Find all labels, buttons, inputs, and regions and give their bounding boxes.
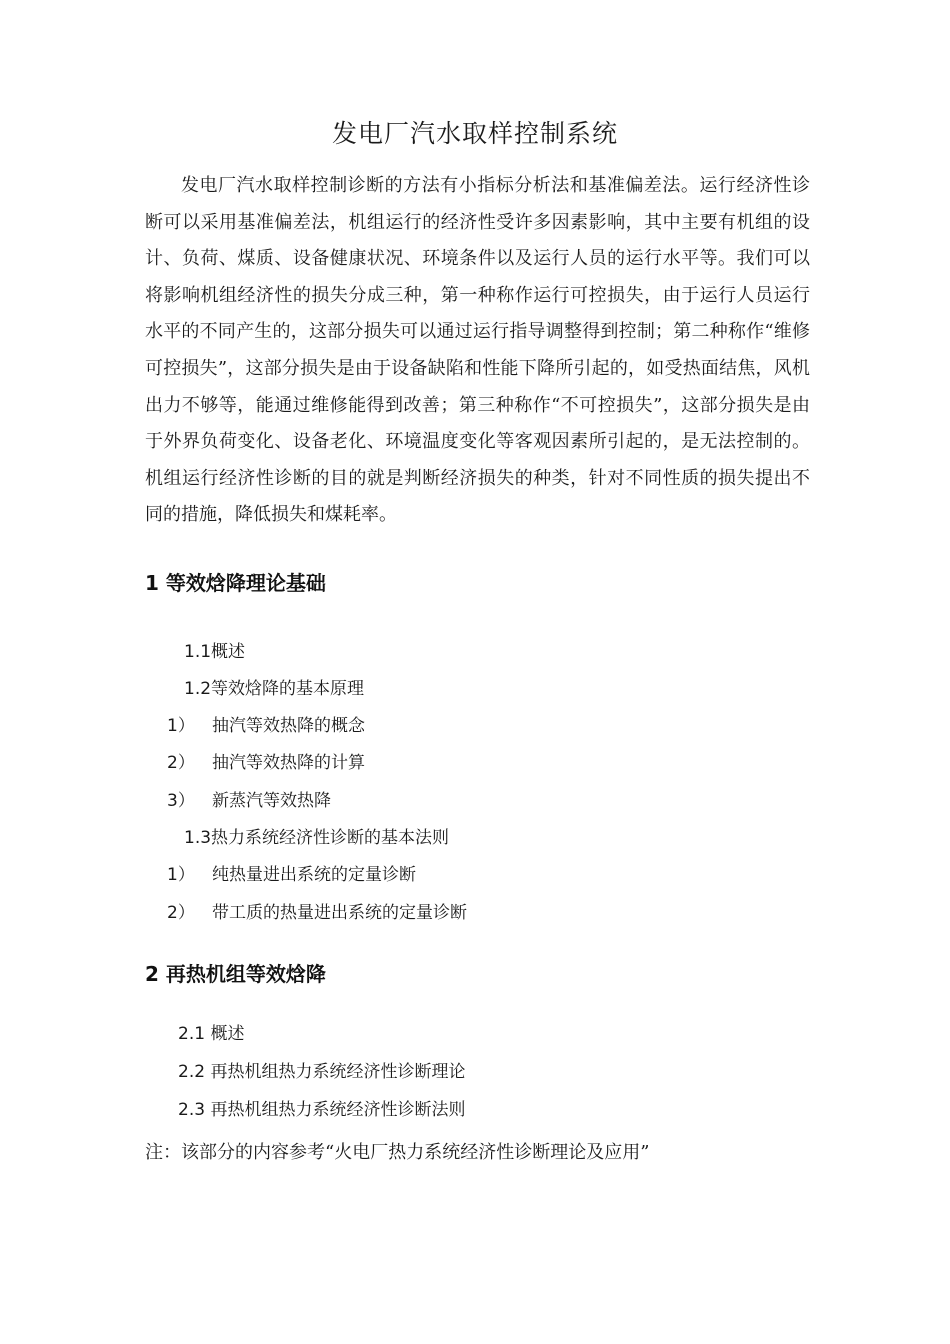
toc-item-2-2 (178, 1057, 465, 1082)
item-text: 抽汽等效热降的概念 (212, 716, 365, 736)
toc-item-1-3 (184, 823, 449, 848)
item-text: 再热机组热力系统经济性诊断理论 (210, 1062, 466, 1082)
item-text: 热力系统经济性诊断的基本法则 (211, 828, 450, 848)
item-number: 2.2 (178, 1062, 206, 1082)
item-number: 1） (167, 716, 195, 736)
item-number: 1.3 (184, 828, 212, 848)
item-text: 新蒸汽等效热降 (212, 791, 331, 811)
toc-list-item (167, 898, 467, 923)
item-number: 2） (167, 903, 195, 923)
item-number: 1.1 (184, 642, 212, 662)
item-number: 3） (167, 791, 195, 811)
reference-note: 注：该部分的内容参考“火电厂热力系统经济性诊断理论及应用” (145, 1142, 650, 1163)
toc-list-item (167, 786, 331, 811)
document-title: 发电厂汽水取样控制系统 (331, 119, 618, 148)
item-number: 2.1 (178, 1024, 206, 1044)
toc-item-2-3 (178, 1095, 465, 1120)
toc-item-1-2 (184, 674, 364, 699)
item-text: 概述 (210, 1024, 245, 1044)
item-text: 概述 (211, 642, 246, 662)
toc-list-item (167, 860, 416, 885)
toc-list-item (167, 711, 365, 736)
item-text: 抽汽等效热降的计算 (212, 753, 365, 773)
item-text: 再热机组热力系统经济性诊断法则 (210, 1100, 466, 1120)
toc-item-2-1 (178, 1019, 244, 1044)
section-1-heading: 1 等效焓降理论基础 (145, 571, 326, 595)
item-number: 2.3 (178, 1100, 206, 1120)
toc-item-1-1 (184, 637, 245, 662)
item-number: 1） (167, 865, 195, 885)
item-number: 1.2 (184, 679, 212, 699)
intro-paragraph: 发电厂汽水取样控制诊断的方法有小指标分析法和基准偏差法。运行经济性诊断可以采用基准偏差法，机组运行的经济性受许多因素影响，其中主要有机组的设计、负荷、煤质、设备健康状况、环境条件以及运行人员的运行水平等。我们可以将影响机组经济性的损失分成三种，第一种称作运行可控损失，由于运行人员运行水平的不同产生的，这部分损失可以通过运行指导调整得到控制；第二种称作“维修可控损失”，这部分损失是由于设备缺陷和性能下降所引起的，如受热面结焦，风机出力不够等，能通过维修能得到改善；第三种称作“不可控损失”，这部分损失是由于外界负荷变化、设备老化、环境温度变化等客观因素所引起的，是无法控制的。机组运行经济性诊断的目的就是判断经济损失的种类，针对不同性质的损失提出不同的措施，降低损失和煤耗率。 (145, 175, 810, 526)
item-number: 2） (167, 753, 195, 773)
section-2-heading: 2 再热机组等效焓降 (145, 962, 326, 986)
item-text: 等效焓降的基本原理 (211, 679, 365, 699)
item-text: 纯热量进出系统的定量诊断 (212, 865, 416, 885)
item-text: 带工质的热量进出系统的定量诊断 (212, 903, 467, 923)
toc-list-item (167, 748, 365, 773)
